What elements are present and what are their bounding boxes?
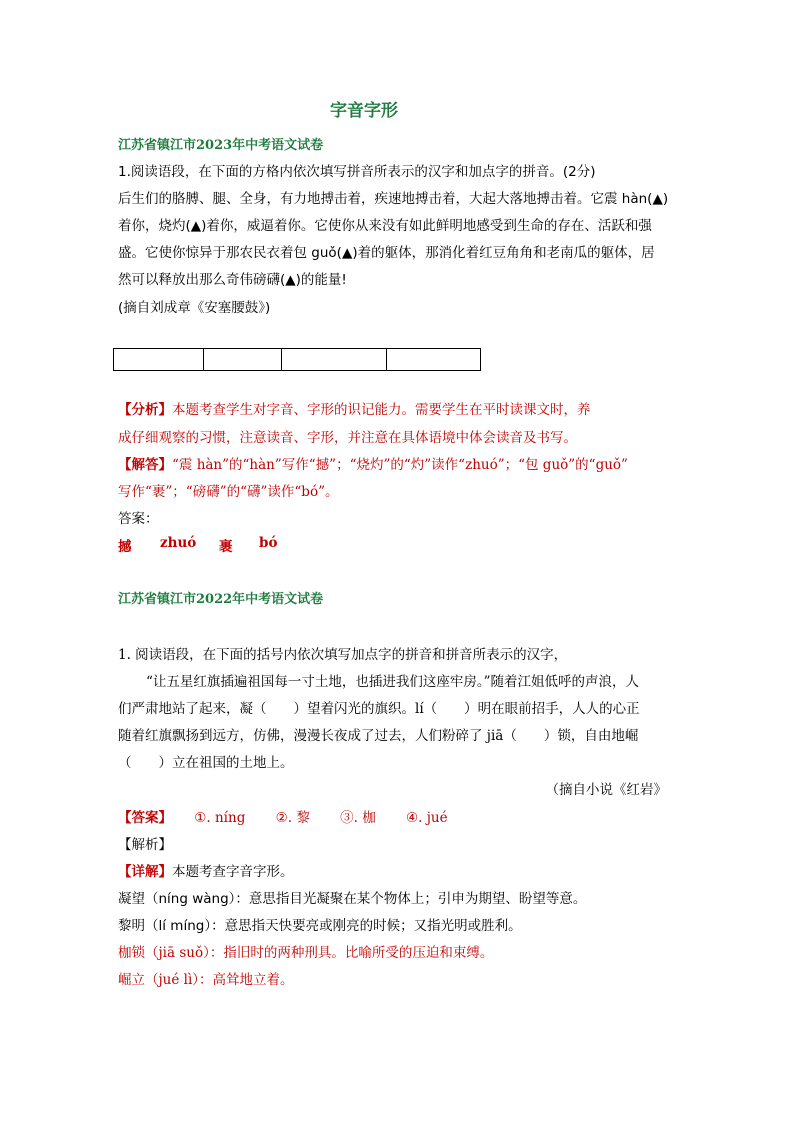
answer-text: “震 hàn”的“hàn”写作“撼”；“烧灼”的“灼”读作“zhuó”；“包 guǒ”的“guǒ”	[172, 457, 628, 473]
answer-item-3: ③. 枷	[340, 810, 376, 826]
page-title: 字音字形	[330, 101, 398, 121]
section1-passage-line: 后生们的胳膊、腿、全身，有力地搏击着，疾速地搏击着，大起大落地搏击着。它震 hàn(▲)	[118, 191, 669, 207]
section1-question: 1.阅读语段，在下面的方格内依次填写拼音所表示的汉字和加点字的拼音。(2分)	[118, 164, 596, 180]
answer-cell-4[interactable]	[387, 349, 480, 370]
analysis-label: 【解析】	[118, 837, 172, 853]
section2-detail	[118, 860, 294, 880]
answer-cell-2[interactable]	[204, 349, 282, 370]
section1-passage-line: 然可以释放出那么奇伟磅礴(▲)的能量!	[118, 272, 347, 288]
answer-text: 写作“裹”；“磅礴”的“礴”读作“bó”。	[118, 484, 339, 500]
section1-analysis	[118, 398, 591, 418]
section2-answer-row	[118, 806, 448, 826]
section1-passage-line: 盛。它使你惊异于那农民衣着包 guǒ(▲)着的躯体，那消化着红豆角角和老南瓜的躯体，居	[118, 245, 655, 261]
answer-intro: 答案：	[118, 511, 159, 527]
explanation-line: 凝望（níng wàng）：意思指目光凝聚在某个物体上；引申为期望、盼望等意。	[118, 891, 587, 907]
section1-passage-line: 着你，烧灼(▲)着你，威逼着你。它使你从来没有如此鲜明地感受到生命的存在、活跃和强	[118, 218, 652, 234]
section1-source: 江苏省镇江市2023年中考语文试卷	[118, 138, 324, 153]
analysis-text: 成仔细观察的习惯，注意读音、字形，并注意在具体语境中体会读音及书写。	[118, 430, 577, 446]
detail-label: 【详解】	[118, 864, 172, 880]
section2-passage-line: “让五星红旗插遍祖国每一寸土地，也插进我们这座牢房。”随着江姐低呼的声浪，人	[146, 674, 640, 690]
final-answer-3: 裹	[219, 539, 233, 555]
answer-item-1: ①. níng	[194, 810, 246, 826]
explanation-line: 崛立（jué lì）：高耸地立着。	[118, 972, 294, 988]
section2-question: 1. 阅读语段，在下面的括号内依次填写加点字的拼音和拼音所表示的汉字，	[118, 647, 568, 663]
section2-source: 江苏省镇江市2022年中考语文试卷	[118, 592, 324, 607]
section1-citation: (摘自刘成章《安塞腰鼓》)	[118, 300, 271, 316]
section2-passage-line: （ ）立在祖国的土地上。	[118, 755, 294, 771]
section2-citation: （摘自小说《红岩》	[545, 782, 667, 798]
final-answer-2: zhuó	[160, 535, 197, 551]
answer-cell-1[interactable]	[114, 349, 204, 370]
final-answer-4: bó	[259, 535, 278, 551]
explanation-line: 枷锁（jiā suǒ）：指旧时的两种刑具。比喻所受的压迫和束缚。	[118, 945, 494, 961]
answer-cell-3[interactable]	[282, 349, 387, 370]
analysis-text: 本题考查学生对字音、字形的识记能力。需要学生在平时读课文时，养	[172, 402, 591, 418]
section2-passage-line: 们严肃地站了起来，凝（ ）望着闪光的旗织。lí（ ）明在眼前招手，人人的心正	[118, 701, 640, 717]
answer-label: 【答案】	[118, 810, 172, 826]
section2-passage-line: 随着红旗飘扬到远方，仿佛，漫漫长夜成了过去，人们粉碎了 jiā（ ）锁，自由地崛	[118, 728, 639, 744]
answer-grid	[113, 348, 481, 371]
answer-label: 【解答】	[118, 457, 172, 473]
answer-item-2: ②. 黎	[275, 810, 310, 826]
final-answer-1: 撼	[118, 539, 132, 555]
explanation-line: 黎明（lí míng）：意思指天快要亮或刚亮的时候；又指光明或胜利。	[118, 918, 522, 934]
section1-answer	[118, 453, 628, 473]
detail-text: 本题考查字音字形。	[172, 864, 294, 880]
analysis-label: 【分析】	[118, 402, 172, 418]
answer-item-4: ④. jué	[406, 810, 448, 826]
